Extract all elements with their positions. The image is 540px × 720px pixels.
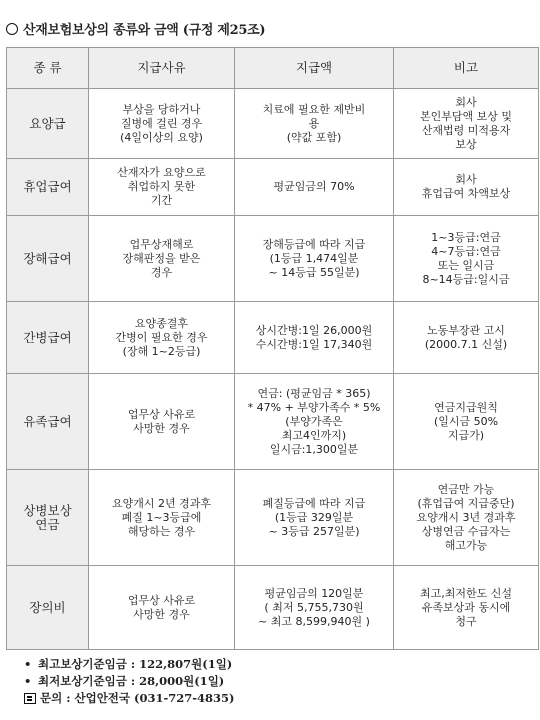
row-note: 최고,최저한도 신설 유족보상과 동시에 청구 [394, 566, 539, 650]
bullet-icon: • [24, 674, 32, 688]
contact-text: 문의 : 산업안전국 (031-727-4835) [40, 691, 235, 705]
table-row [7, 89, 539, 159]
row-type: 간병급여 [7, 302, 89, 374]
page-title-text: 산재보험보상의 종류와 금액 (규정 제25조) [23, 23, 266, 38]
row-reason: 요양개시 2년 경과후 폐질 1~3등급에 해당하는 경우 [89, 470, 235, 566]
row-note: 회사 본인부담액 보상 및 산재법령 미적용자 보상 [394, 89, 539, 159]
row-note: 노동부장관 고시 (2000.7.1 신설) [394, 302, 539, 374]
header-note: 비고 [394, 48, 539, 89]
row-note: 1~3등급:연금 4~7등급:연금 또는 일시금 8~14등급:일시금 [394, 216, 539, 302]
row-note: 연금만 가능 (휴업급여 지급중단) 요양개시 3년 경과후 상병연금 수급자는 해고가능 [394, 470, 539, 566]
table-row [7, 216, 539, 302]
row-amount: 장해등급에 따라 지급 (1등급 1,474일분 ~ 14등급 55일분) [235, 216, 394, 302]
table-row [7, 159, 539, 216]
row-type: 유족급여 [7, 374, 89, 470]
table-header-row [7, 48, 539, 89]
header-reason: 지급사유 [89, 48, 235, 89]
row-reason: 산재자가 요양으로 취업하지 못한 기간 [89, 159, 235, 216]
row-type: 장해급여 [7, 216, 89, 302]
min-wage-line [24, 673, 224, 689]
row-amount: 치료에 필요한 제반비 용 (약값 포함) [235, 89, 394, 159]
row-amount: 상시간병:1일 26,000원 수시간병:1일 17,340원 [235, 302, 394, 374]
min-wage-text: 최저보상기준임금 : 28,000원(1일) [38, 674, 225, 688]
header-amount: 지급액 [235, 48, 394, 89]
row-note: 연금지급원칙 (일시금 50% 지급가) [394, 374, 539, 470]
page-title [6, 19, 265, 38]
row-amount: 평균임금의 70% [235, 159, 394, 216]
row-type: 휴업급여 [7, 159, 89, 216]
row-note: 회사 휴업급여 차액보상 [394, 159, 539, 216]
row-amount: 평균임금의 120일분 ( 최저 5,755,730원 ~ 최고 8,599,940원 ) [235, 566, 394, 650]
max-wage-line [24, 656, 232, 672]
row-reason: 업무상 사유로 사망한 경우 [89, 566, 235, 650]
row-type: 요양급 [7, 89, 89, 159]
table-row [7, 566, 539, 650]
note-pointer-icon [24, 693, 36, 704]
row-type: 장의비 [7, 566, 89, 650]
table-row [7, 470, 539, 566]
compensation-table [6, 47, 539, 650]
row-type: 상병보상 연금 [7, 470, 89, 566]
table-row [7, 374, 539, 470]
row-amount: 폐질등급에 따라 지급 (1등급 329일분 ~ 3등급 257일분) [235, 470, 394, 566]
table-row [7, 302, 539, 374]
header-type: 종 류 [7, 48, 89, 89]
contact-line [24, 690, 234, 706]
row-amount: 연금: (평균임금 * 365) * 47% + 부양가족수 * 5% (부양가족은 최고4인까지) 일시금:1,300일분 [235, 374, 394, 470]
row-reason: 업무상 사유로 사망한 경우 [89, 374, 235, 470]
row-reason: 업무상재해로 장해판정을 받은 경우 [89, 216, 235, 302]
row-reason: 부상을 당하거나 질병에 걸린 경우 (4일이상의 요양) [89, 89, 235, 159]
row-reason: 요양종결후 간병이 필요한 경우 (장해 1~2등급) [89, 302, 235, 374]
bullet-icon: • [24, 657, 32, 671]
circle-icon [6, 23, 18, 35]
max-wage-text: 최고보상기준임금 : 122,807원(1일) [38, 657, 233, 671]
